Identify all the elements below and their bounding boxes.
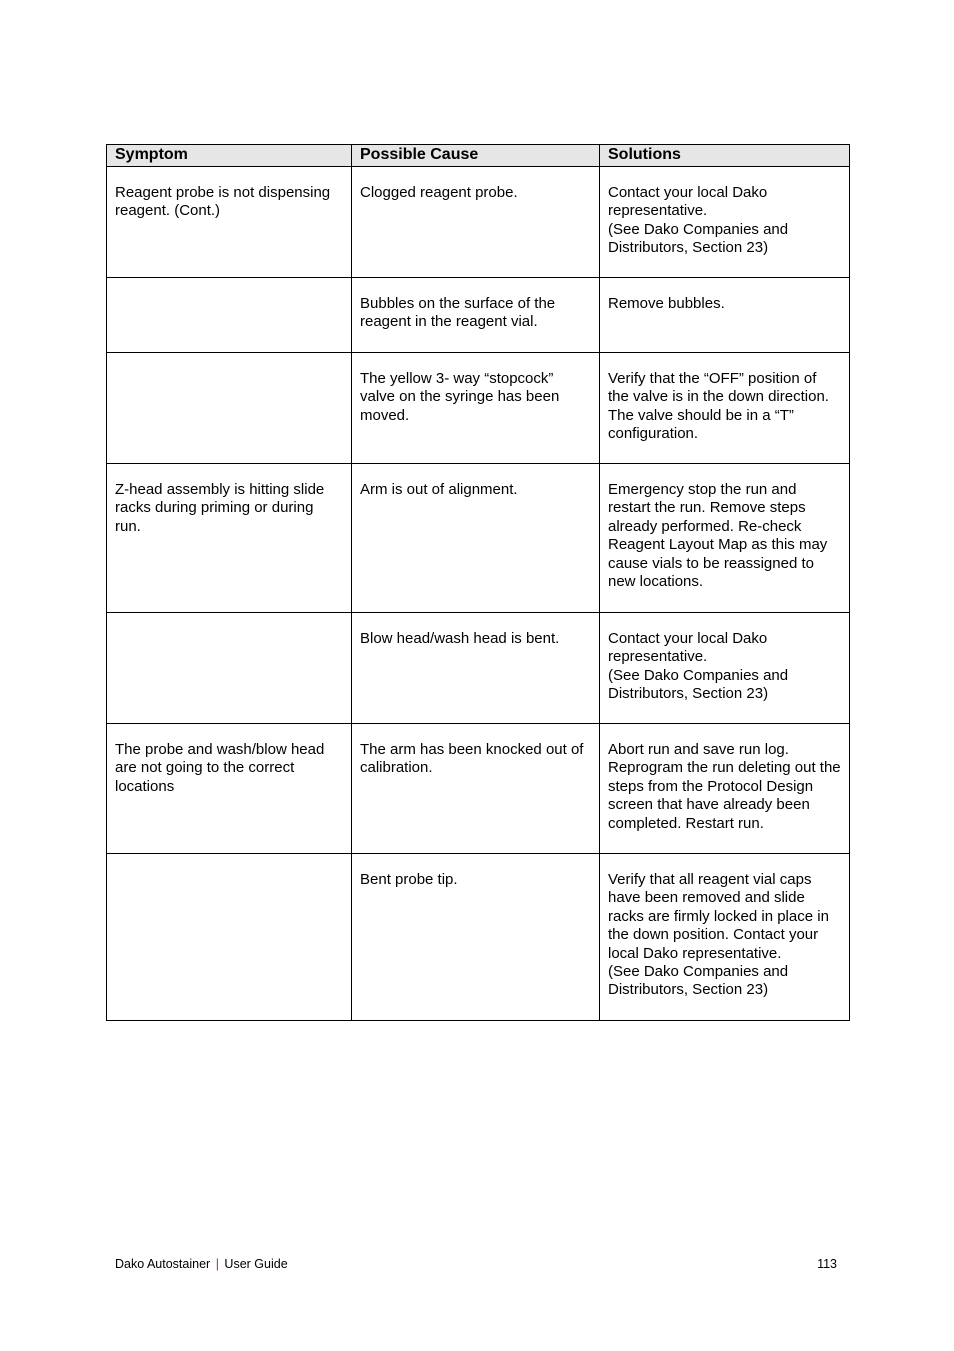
solution-cell: Verify that the “OFF” position of the valve is in the down direction. The valve should be in a “T” configuration.: [600, 353, 850, 464]
symptom-cell: The probe and wash/blow head are not going to the correct locations: [107, 724, 352, 854]
header-possible-cause: Possible Cause: [352, 145, 600, 167]
cause-cell: The yellow 3- way “stopcock” valve on the syringe has been moved.: [352, 353, 600, 464]
cause-cell: Clogged reagent probe.: [352, 167, 600, 278]
solution-cell: Emergency stop the run and restart the run. Remove steps already performed. Re-check Reagent Layout Map as this may cause vials to be reassigned to new locations.: [600, 464, 850, 613]
table-row: [107, 724, 850, 854]
table-row: [107, 464, 850, 613]
table-row: [107, 353, 850, 464]
solution-cell: Contact your local Dako representative. (See Dako Companies and Distributors, Section 23): [600, 613, 850, 724]
symptom-cell: [107, 854, 352, 1021]
symptom-cell: [107, 613, 352, 724]
cause-cell: The arm has been knocked out of calibration.: [352, 724, 600, 854]
solution-cell: Remove bubbles.: [600, 278, 850, 353]
table-row: [107, 854, 850, 1021]
solution-cell: Contact your local Dako representative. (See Dako Companies and Distributors, Section 23): [600, 167, 850, 278]
page-number: 113: [817, 1257, 837, 1271]
cause-cell: Arm is out of alignment.: [352, 464, 600, 613]
footer-separator: |: [215, 1257, 219, 1271]
footer-product: Dako Autostainer: [115, 1257, 211, 1271]
table-header-row: [107, 145, 850, 167]
symptom-cell: [107, 353, 352, 464]
header-solutions: Solutions: [600, 145, 850, 167]
cause-cell: Bent probe tip.: [352, 854, 600, 1021]
table-row: [107, 278, 850, 353]
footer-title: [115, 1256, 288, 1272]
solution-cell: Abort run and save run log. Reprogram the run deleting out the steps from the Protocol Design screen that have already been completed. Restart run.: [600, 724, 850, 854]
troubleshooting-table: [106, 144, 850, 1021]
table-row: [107, 167, 850, 278]
footer-guide: User Guide: [224, 1257, 288, 1271]
cause-cell: Bubbles on the surface of the reagent in the reagent vial.: [352, 278, 600, 353]
solution-cell: Verify that all reagent vial caps have been removed and slide racks are firmly locked in place in the down position. Contact your local Dako representative. (See Dako Companies and Distributors, Section 23): [600, 854, 850, 1021]
table-row: [107, 613, 850, 724]
cause-cell: Blow head/wash head is bent.: [352, 613, 600, 724]
symptom-cell: Z-head assembly is hitting slide racks during priming or during run.: [107, 464, 352, 613]
symptom-cell: [107, 278, 352, 353]
header-symptom: Symptom: [107, 145, 352, 167]
symptom-cell: Reagent probe is not dispensing reagent. (Cont.): [107, 167, 352, 278]
